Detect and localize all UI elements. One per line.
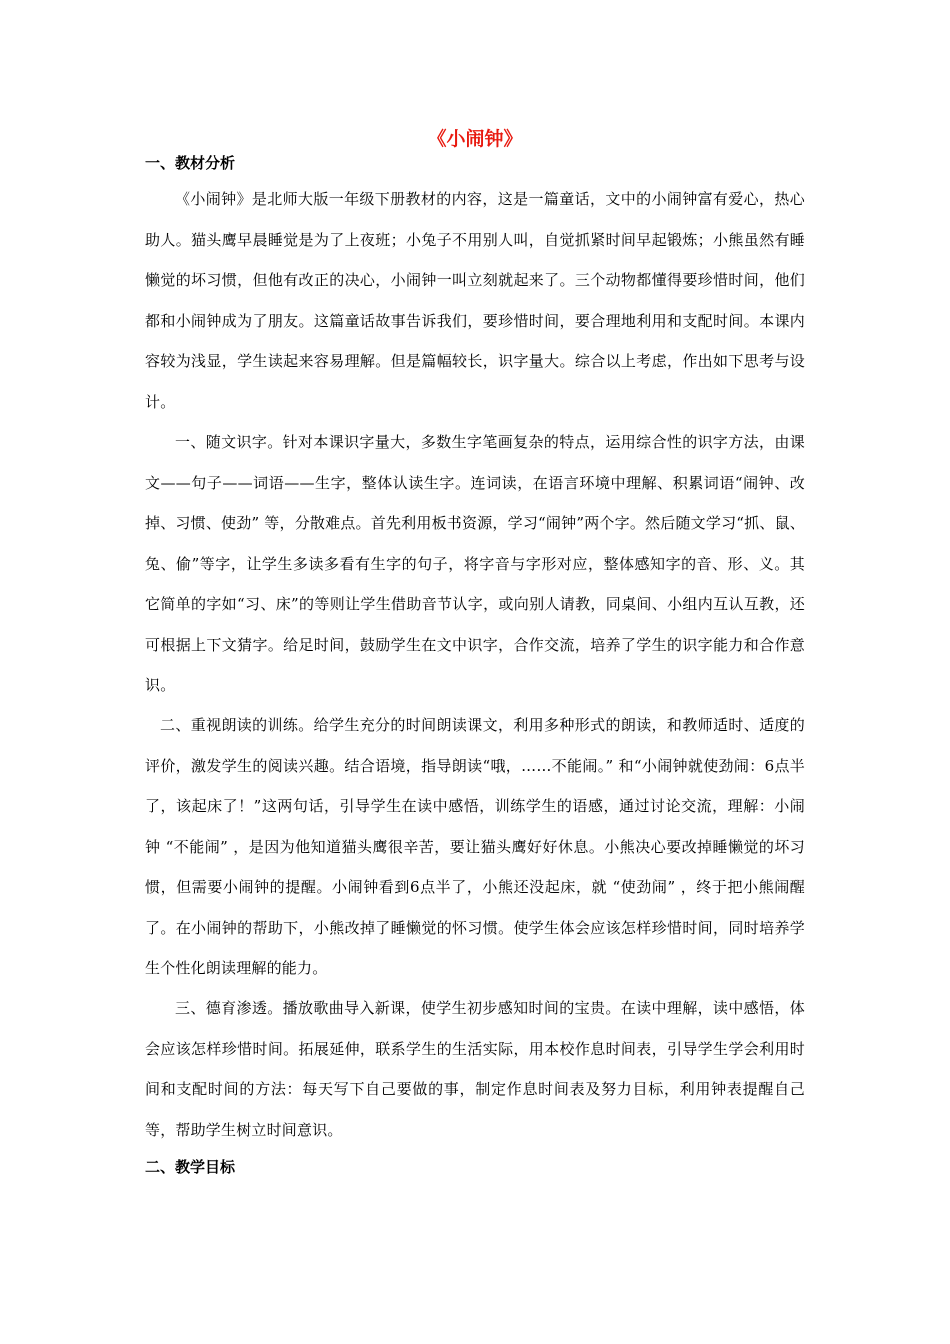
paragraph-reading-training: 二、重视朗读的训练。给学生充分的时间朗读课文，利用多种形式的朗读，和教师适时、适度的评价，激发学生的阅读兴趣。结合语境，指导朗读“哦，……不能闹。” 和“小闹钟就使劲闹：6点半了，该起床了！”这两句话，引导学生在读中感悟，训练学生的语感，通过讨论交流，理解：小闹钟 “不能闹” ，是因为他知道猫头鹰很辛苦，要让猫头鹰好好休息。小熊决心要改掉睡懒觉的坏习惯，但需要小闹钟的提醒。小闹钟看到6点半了，小熊还没起床，就 “使劲闹” ，终于把小熊闹醒了。在小闹钟的帮助下，小熊改掉了睡懒觉的怀习惯。使学生体会应该怎样珍惜时间，同时培养学生个性化朗读理解的能力。 (145, 716, 805, 977)
page-title: 《小闹钟》 (427, 128, 523, 150)
section-heading-teaching-goals: 二、教学目标 (145, 1158, 236, 1176)
paragraph-moral-education: 三、德育渗透。播放歌曲导入新课，使学生初步感知时间的宝贵。在读中理解，读中感悟，体会应该怎样珍惜时间。拓展延伸，联系学生的生活实际，用本校作息时间表，引导学生学会利用时间和支配时间的方法：每天写下自己要做的事，制定作息时间表及努力目标，利用钟表提醒自己等，帮助学生树立时间意识。 (145, 999, 805, 1139)
paragraph-intro: 《小闹钟》是北师大版一年级下册教材的内容，这是一篇童话，文中的小闹钟富有爱心，热心助人。猫头鹰早晨睡觉是为了上夜班；小兔子不用别人叫，自觉抓紧时间早起锻炼；小熊虽然有睡懒觉的坏习惯，但他有改正的决心，小闹钟一叫立刻就起来了。三个动物都懂得要珍惜时间，他们都和小闹钟成为了朋友。这篇童话故事告诉我们，要珍惜时间，要合理地利用和支配时间。本课内容较为浅显，学生读起来容易理解。但是篇幅较长，识字量大。综合以上考虑，作出如下思考与设计。 (145, 190, 805, 411)
section-heading-materials-analysis: 一、教材分析 (145, 154, 236, 172)
paragraph-literacy: 一、随文识字。针对本课识字量大，多数生字笔画复杂的特点，运用综合性的识字方法，由课文——句子——词语——生字，整体认读生字。连词读，在语言环境中理解、积累词语“闹钟、改掉、习惯、使劲” 等，分散难点。首先利用板书资源，学习“闹钟”两个字。然后随文学习“抓、鼠、兔、偷”等字，让学生多读多看有生字的句子，将字音与字形对应，整体感知字的音、形、义。其它简单的字如“习、床”的等则让学生借助音节认字，或向别人请教，同桌间、小组内互认互教，还可根据上下文猜字。给足时间，鼓励学生在文中识字，合作交流，培养了学生的识字能力和合作意识。 (145, 433, 805, 694)
